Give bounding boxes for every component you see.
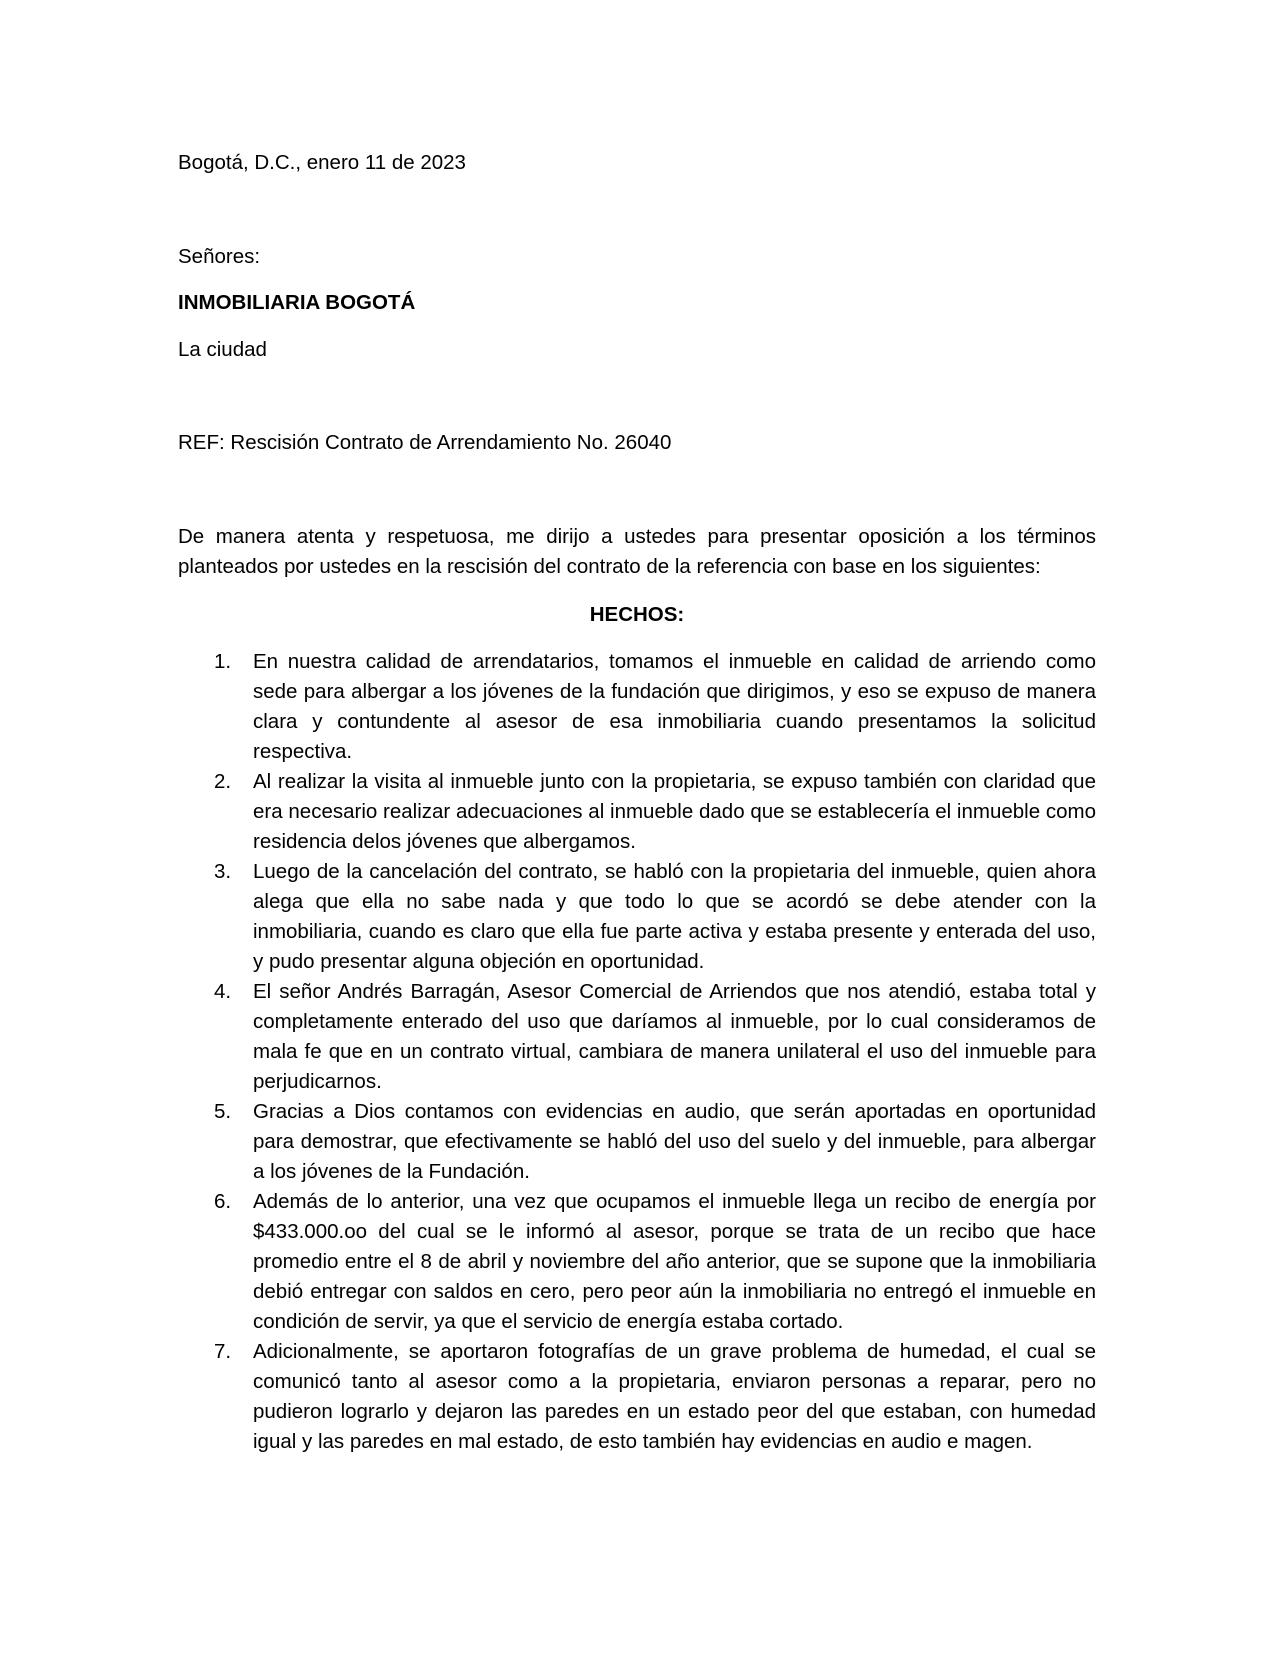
fact-item [0,1187,1280,1337]
fact-text: Al realizar la visita al inmueble junto con la propietaria, se expuso también con claridad que era necesario realizar adecuaciones al inmueble dado que se establecería el inmueble como residencia delos jóvenes que albergamos. [253,770,1096,853]
fact-item [0,767,1280,857]
facts-list [0,647,1280,1457]
fact-number: 1. [214,650,232,673]
recipient-city: La ciudad [178,338,267,361]
fact-item [0,647,1280,767]
fact-text: Gracias a Dios contamos con evidencias en audio, que serán aportadas en oportunidad para demostrar, que efectivamente se habló del uso del suelo y del inmueble, para albergar a los jóvenes de la Fundación. [253,1100,1096,1183]
fact-number: 5. [214,1100,232,1123]
fact-number: 6. [214,1190,232,1213]
fact-number: 3. [214,860,232,883]
reference-line: REF: Rescisión Contrato de Arrendamiento No. 26040 [178,431,672,454]
date-line: Bogotá, D.C., enero 11 de 2023 [178,151,466,174]
fact-text: En nuestra calidad de arrendatarios, tomamos el inmueble en calidad de arriendo como sede para albergar a los jóvenes de la fundación que dirigimos, y eso se expuso de manera clara y contundente al asesor de esa inmobiliaria cuando presentamos la solicitud respectiva. [253,650,1096,763]
fact-item [0,857,1280,977]
fact-item [0,1097,1280,1187]
facts-heading: HECHOS: [589,603,685,626]
intro-paragraph: De manera atenta y respetuosa, me dirijo a ustedes para presentar oposición a los términos planteados por ustedes en la rescisión del contrato de la referencia con base en los siguientes: [178,525,1096,578]
fact-item [0,977,1280,1097]
fact-text: El señor Andrés Barragán, Asesor Comercial de Arriendos que nos atendió, estaba total y completamente enterado del uso que daríamos al inmueble, por lo cual consideramos de mala fe que en un contrato virtual, cambiara de manera unilateral el uso del inmueble para perjudicarnos. [253,980,1096,1093]
fact-number: 7. [214,1340,232,1363]
fact-text: Adicionalmente, se aportaron fotografías de un grave problema de humedad, el cual se comunicó tanto al asesor como a la propietaria, enviaron personas a reparar, pero no pudieron lograrlo y dejaron las paredes en un estado peor del que estaban, con humedad igual y las paredes en mal estado, de esto también hay evidencias en audio e magen. [253,1340,1096,1453]
fact-number: 2. [214,770,232,793]
fact-text: Luego de la cancelación del contrato, se habló con la propietaria del inmueble, quien ahora alega que ella no sabe nada y que todo lo que se acordó se debe atender con la inmobiliaria, cuando es claro que ella fue parte activa y estaba presente y enterada del uso, y pudo presentar alguna objeción en oportunidad. [253,860,1096,973]
recipient-name: INMOBILIARIA BOGOTÁ [178,291,416,314]
fact-number: 4. [214,980,232,1003]
salutation: Señores: [178,245,261,268]
fact-text: Además de lo anterior, una vez que ocupamos el inmueble llega un recibo de energía por $433.000.oo del cual se le informó al asesor, porque se trata de un recibo que hace promedio entre el 8 de abril y noviembre del año anterior, que se supone que la inmobiliaria debió entregar con saldos en cero, pero peor aún la inmobiliaria no entregó el inmueble en condición de servir, ya que el servicio de energía estaba cortado. [253,1190,1096,1333]
fact-item [0,1337,1280,1457]
